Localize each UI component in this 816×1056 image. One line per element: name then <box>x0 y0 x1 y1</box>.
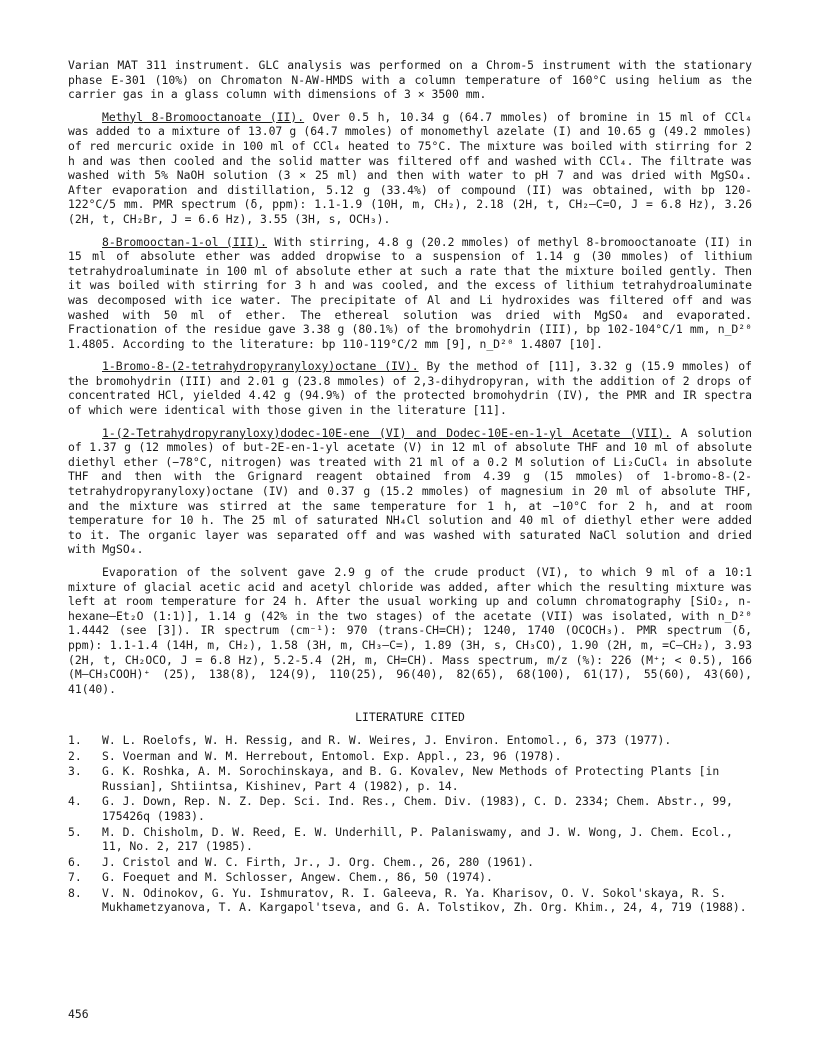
reference-item <box>68 749 752 764</box>
reference-item <box>68 870 752 885</box>
reference-number: 4. <box>68 794 82 809</box>
reference-number: 5. <box>68 824 82 839</box>
compound-ii-paragraph <box>68 110 752 227</box>
reference-number: 7. <box>68 870 82 885</box>
evaporation-paragraph: Evaporation of the solvent gave 2.9 g of the crude product (VI), to which 9 ml of a 10:1 mixture of glacial acetic acid and acetyl chloride was added, after which the resulting mixture was left at room temperature for 24 h. After the usual working up and column chromatography [SiO₂, n-hexane—Et₂O (1:1)], 1.14 g (42% in the two stages) of the acetate (VII) was isolated, with n_D²⁰ 1.4442 (see [3]). IR spectrum (cm⁻¹): 970 (trans-CH=CH); 1240, 1740 (OCOCH₃). PMR spectrum (δ, ppm): 1.1-1.4 (14H, m, CH₂), 1.58 (3H, m, CH₃—C=), 1.89 (3H, s, CH₃CO), 1.90 (2H, m, =C—CH₂), 3.93 (2H, t, CH₂OCO, J = 6.8 Hz), 5.2-5.4 (2H, m, CH=CH). Mass spectrum, m/z (%): 226 (M⁺; < 0.5), 166 (M—CH₃COOH)⁺ (25), 138(8), 124(9), 110(25), 96(40), 82(65), 68(100), 61(17), 55(60), 43(60), 41(40). <box>68 565 752 696</box>
compound-iv-heading: 1-Bromo-8-(2-tetrahydropyranyloxy)octane (IV). <box>102 359 419 374</box>
reference-text: G. Foequet and M. Schlosser, Angew. Chem., 86, 50 (1974). <box>102 870 493 885</box>
reference-text: S. Voerman and W. M. Herrebout, Entomol. Exp. Appl., 23, 96 (1978). <box>102 748 562 763</box>
compound-vi-heading: 1-(2-Tetrahydropyranyloxy)dodec-10E-ene (VI) and Dodec-10E-en-1-yl Acetate (VII). <box>102 425 672 440</box>
reference-text: G. K. Roshka, A. M. Sorochinskaya, and B. G. Kovalev, New Methods of Protecting Plants [in Russian], Shtiintsa, Kishinev, Part 4 (1982), p. 14. <box>102 764 720 793</box>
compound-iv-paragraph <box>68 359 752 417</box>
reference-list <box>68 733 752 915</box>
literature-cited-title: LITERATURE CITED <box>355 710 465 725</box>
intro-paragraph: Varian MAT 311 instrument. GLC analysis was performed on a Chrom-5 instrument with the stationary phase E-301 (10%) on Chromaton N-AW-HMDS with a column temperature of 160°C using helium as the carrier gas in a glass column with dimensions of 3 × 3500 mm. <box>68 58 752 102</box>
reference-number: 6. <box>68 854 82 869</box>
reference-text: M. D. Chisholm, D. W. Reed, E. W. Underhill, P. Palaniswamy, and J. W. Wong, J. Chem. Ecol., 11, No. 2, 217 (1985). <box>102 824 733 854</box>
compound-vi-body: A solution of 1.37 g (12 mmoles) of but-2E-en-1-yl acetate (V) in 12 ml of absolute THF and 10 ml of absolute diethyl ether (−78°C, nitrogen) was treated with 21 ml of a 0.2 M solution of Li₂CuCl₄ in absolute THF and then with the Grignard reagent obtained from 4.39 g (15 mmoles) of 1-bromo-8-(2-tetrahydropyranyloxy)octane (IV) and 0.37 g (15.2 mmoles) of magnesium in 20 ml of absolute THF, and the mixture was stirred at the same temperature for 1 h, at −10°C for 2 h, and at room temperature for 10 h. The 25 ml of saturated NH₄Cl solution and 40 ml of diethyl ether were added to it. The organic layer was separated off and was washed with saturated NaCl solution and dried with MgSO₄. <box>68 425 753 557</box>
reference-number: 8. <box>68 885 82 900</box>
reference-text: G. J. Down, Rep. N. Z. Dep. Sci. Ind. Res., Chem. Div. (1983), C. D. 2334; Chem. Abstr., 99, 175426q (1983). <box>102 794 733 823</box>
reference-number: 3. <box>68 764 82 779</box>
reference-item <box>68 794 752 823</box>
compound-iii-body: With stirring, 4.8 g (20.2 mmoles) of methyl 8-bromooctanoate (II) in 15 ml of absolute ether was added dropwise to a suspension of 1.14 g (30 mmoles) of lithium tetrahydroaluminate in 100 ml of absolute ether at such a rate that the mixture boiled gently. Then it was boiled with stirring for 3 h and was cooled, and the excess of lithium tetrahydroaluminate was decomposed with ice water. The precipitate of Al and Li hydroxides was filtered off and was washed with 50 ml of ether. The ethereal solution was dried with MgSO₄ and evaporated. Fractionation of the residue gave 3.38 g (80.1%) of the bromohydrin (III), bp 102-104°C/1 mm, n_D²⁰ 1.4805. According to the literature: bp 110-119°C/2 mm [9], n_D²⁰ 1.4807 [10]. <box>68 234 753 351</box>
reference-text: J. Cristol and W. C. Firth, Jr., J. Org. Chem., 26, 280 (1961). <box>102 854 535 869</box>
page-number: 456 <box>68 1007 89 1021</box>
reference-number: 1. <box>68 732 82 747</box>
compound-vi-paragraph <box>68 426 752 557</box>
reference-text: W. L. Roelofs, W. H. Ressig, and R. W. Weires, J. Environ. Entomol., 6, 373 (1977). <box>102 732 672 747</box>
reference-item <box>68 733 752 748</box>
reference-item <box>68 886 752 915</box>
page-body <box>68 58 752 916</box>
compound-iii-heading: 8-Bromooctan-1-ol (III). <box>102 234 268 249</box>
compound-ii-heading: Methyl 8-Bromooctanoate (II). <box>102 109 305 124</box>
reference-item <box>68 855 752 870</box>
compound-iv-body: By the method of [11], 3.32 g (15.9 mmoles) of the bromohydrin (III) and 2.01 g (23.8 mmoles) of 2,3-dihydropyran, with the addition of 2 drops of concentrated HCl, yielded 4.42 g (94.9%) of the protected bromohydrin (IV), the PMR and IR spectra of which were identical with those given in the literature [11]. <box>68 359 752 418</box>
compound-ii-body: Over 0.5 h, 10.34 g (64.7 mmoles) of bromine in 15 ml of CCl₄ was added to a mixture of 13.07 g (64.7 mmoles) of monomethyl azelate (I) and 10.65 g (49.2 mmoles) of red mercuric oxide in 100 ml of CCl₄ heated to 75°C. The mixture was boiled with stirring for 2 h and was then cooled and the solid matter was filtered off and washed with CCl₄. The filtrate was washed with 5% NaOH solution (3 × 25 ml) and then with water to pH 7 and was dried with MgSO₄. After evaporation and distillation, 5.12 g (33.4%) of compound (II) was obtained, with bp 120-122°C/5 mm. PMR spectrum (δ, ppm): 1.1-1.9 (10H, m, CH₂), 2.18 (2H, t, CH₂—C=O, J = 6.8 Hz), 3.26 (2H, t, CH₂Br, J = 6.6 Hz), 3.55 (3H, s, OCH₃). <box>68 109 753 226</box>
compound-iii-paragraph <box>68 235 752 352</box>
reference-item <box>68 825 752 854</box>
reference-item <box>68 764 752 793</box>
reference-text: V. N. Odinokov, G. Yu. Ishmuratov, R. I. Galeeva, R. Ya. Kharisov, O. V. Sokol'skaya, R. S. Mukhametzyanova, T. A. Kargapol'tseva, and G. A. Tolstikov, Zh. Org. Khim., 24, 4, 719 (1988). <box>102 885 747 915</box>
reference-number: 2. <box>68 748 82 763</box>
